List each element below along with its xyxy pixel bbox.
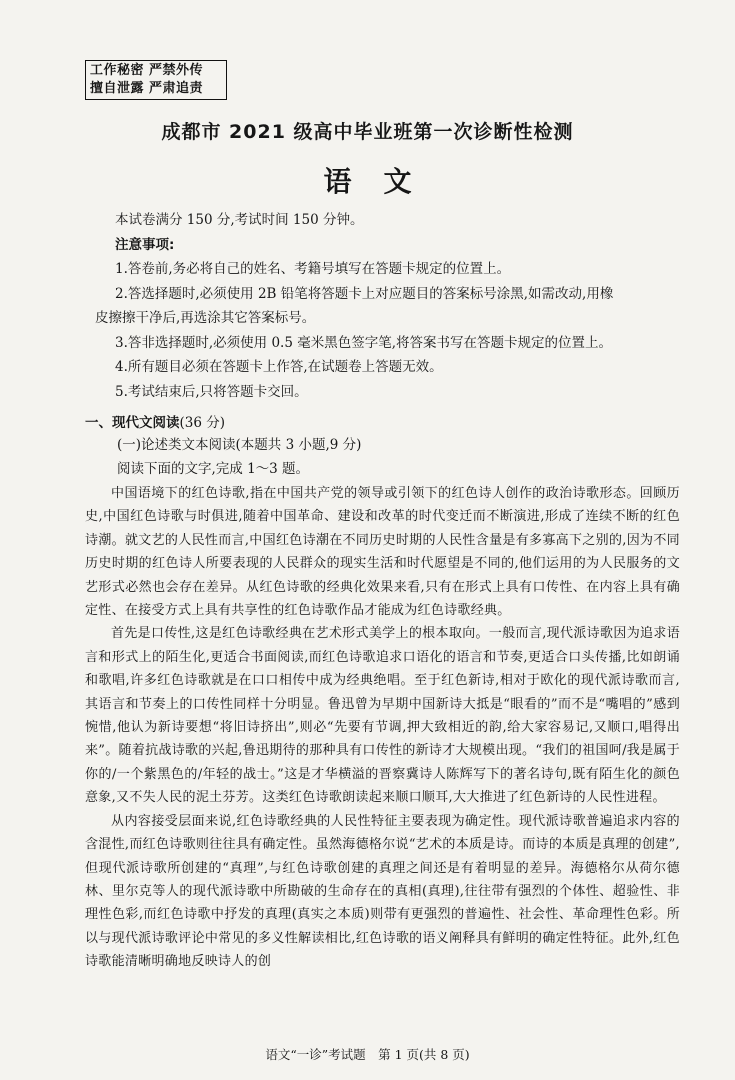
stamp-line-1: 工作秘密 严禁外传 xyxy=(90,63,204,78)
notes-item-continued: 皮擦擦干净后,再选涂其它答案标号。 xyxy=(95,310,316,326)
stamp-line-2: 擅自泄露 严肃追责 xyxy=(90,81,204,96)
section-score: (36 分) xyxy=(179,415,226,431)
passage-paragraph: 首先是口传性,这是红色诗歌经典在艺术形式美学上的根本取向。一般而言,现代派诗歌因为追求语言和形式上的陌生化,更适合书面阅读,而红色诗歌追求口语化的语言和节奏,更适合口头传播,比如朗诵和歌唱,许多红色诗歌就是在口口相传中成为经典绝唱。至于红色新诗,相对于欧化的现代派诗歌而言,其语言和节奏上的口传性同样十分明显。鲁迅曾为早期中国新诗大抵是“眼看的”而不是“嘴唱的”感到惋惜,他认为新诗要想“将旧诗挤出”,则必“先要有节调,押大致相近的韵,给大家容易记,又顺口,唱得出来”。随着抗战诗歌的兴起,鲁迅期待的那种具有口传性的新诗才大规模出现。“我们的祖国呵/我是属于你的/一个紫黑色的/年轻的战士。”这是才华横溢的晋察冀诗人陈辉写下的著名诗句,既有陌生化的颜色意象,又不失人民的泥土芬芳。这类红色诗歌朗读起来顺口顺耳,大大推进了红色新诗的人民性进程。 xyxy=(85,626,680,806)
section-heading xyxy=(85,412,225,434)
subject-title xyxy=(0,160,735,200)
notes-item: 2.答选择题时,必须使用 2B 铅笔将答题卡上对应题目的答案标号涂黑,如需改动,用橡 xyxy=(115,285,614,302)
passage-paragraph: 中国语境下的红色诗歌,指在中国共产党的领导或引领下的红色诗人创作的政治诗歌形态。回顾历史,中国红色诗歌与时俱进,随着中国革命、建设和改革的时代变迁而不断演进,形成了连续不断的红色诗潮。就文艺的人民性而言,中国红色诗潮在不同历史时期的人民性含量是有多寡高下之别的,因为不同历史时期的红色诗人所要表现的人民群众的现实生活和时代愿望是不同的,他们运用的为人民服务的文艺形式必然也会存在差异。从红色诗歌的经典化效果来看,只有在形式上具有口传性、在内容上具有确定性、在接受方式上具有共享性的红色诗歌作品才能成为红色诗歌经典。 xyxy=(85,486,680,619)
notes-heading: 注意事项: xyxy=(115,236,175,253)
notes-item: 1.答卷前,务必将自己的姓名、考籍号填写在答题卡规定的位置上。 xyxy=(115,261,511,277)
notes-item: 5.考试结束后,只将答题卡交回。 xyxy=(115,383,308,400)
confidential-stamp xyxy=(85,60,227,100)
passage-paragraph: 从内容接受层面来说,红色诗歌经典的人民性特征主要表现为确定性。现代派诗歌普遍追求内容的含混性,而红色诗歌则往往具有确定性。虽然海德格尔说“艺术的本质是诗。而诗的本质是真理的创建”,但现代派诗歌所创建的“真理”,与红色诗歌创建的真理之间还是有着明显的差异。海德格尔从荷尔德林、里尔克等人的现代派诗歌中所勘破的生命存在的真相(真理),往往带有强烈的个体性、超验性、非理性色彩,而红色诗歌中抒发的真理(真实之本质)则带有更强烈的普遍性、社会性、革命理性色彩。所以与现代派诗歌评论中常见的多义性解读相比,红色诗歌的语义阐释具有鲜明的确定性特征。此外,红色诗歌能清晰明确地反映诗人的创 xyxy=(85,813,680,970)
page-footer: 语文“一诊”考试题 第 1 页(共 8 页) xyxy=(265,1047,470,1062)
notes-intro: 本试卷满分 150 分,考试时间 150 分钟。 xyxy=(115,212,364,228)
subject-char-2: 文 xyxy=(383,165,412,198)
subject-char-1: 语 xyxy=(323,165,352,198)
reading-instruction: 阅读下面的文字,完成 1～3 题。 xyxy=(117,461,310,477)
exam-notes xyxy=(95,208,680,404)
exam-title: 成都市 2021 级高中毕业班第一次诊断性检测 xyxy=(161,121,574,143)
notes-item: 4.所有题目必须在答题卡上作答,在试题卷上答题无效。 xyxy=(115,359,443,375)
subsection-heading: (一)论述类文本阅读(本题共 3 小题,9 分) xyxy=(117,437,362,453)
notes-item: 3.答非选择题时,必须使用 0.5 毫米黑色签字笔,将答案书写在答题卡规定的位置上。 xyxy=(115,334,613,351)
section-title: 一、现代文阅读 xyxy=(85,415,180,431)
reading-passage xyxy=(85,482,680,974)
